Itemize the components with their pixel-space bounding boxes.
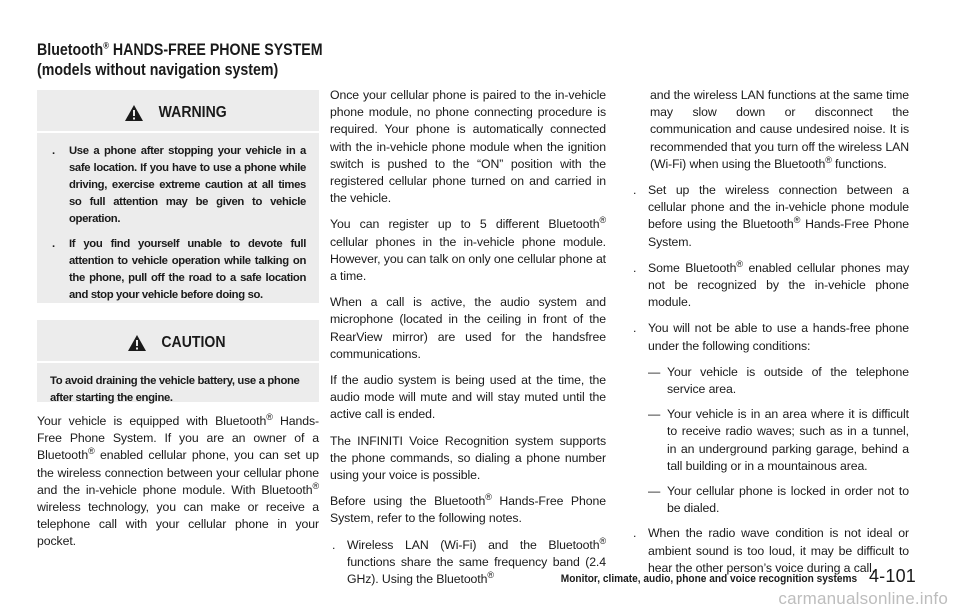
column-3 (631, 87, 909, 586)
watermark: carmanualsonline.info (778, 589, 948, 608)
note-bullet: . You will not be able to use a hands-free phone under the following conditions: (633, 321, 909, 353)
caution-box (37, 320, 319, 402)
paragraph: The INFINITI Voice Recognition system supports the phone commands, so dialing a phone number using your voice is possible. (330, 433, 606, 483)
paragraph: Once your cellular phone is paired to the in-vehicle phone module, no phone connecting procedure is required. Your phone is automatically connected with the in-vehicle phone module when the ignition switch is pushed to the “ON” position with the registered cellular phone turned on and carried in the vehicle. (330, 88, 606, 206)
caution-label: CAUTION (160, 334, 226, 351)
note-bullet: . When the radio wave condition is not ideal or ambient sound is too loud, it may be difficult to hear the other person’s voice during a call. (633, 526, 909, 575)
paragraph: Before using the Bluetooth® Hands-Free Phone System, refer to the following notes. (330, 492, 606, 526)
note-bullet: . Some Bluetooth® enabled cellular phones may not be recognized by the in-vehicle phone module. (633, 258, 909, 310)
note-bullet: . Set up the wireless connection between a cellular phone and the in-vehicle phone module before using the Bluetooth® Hands-Free Phone System. (633, 183, 909, 249)
section-subtitle: (models without navigation system) (37, 61, 279, 79)
warning-item: . Use a phone after stopping your vehicle in a safe location. If you have to use a phone while driving, exercise extreme caution at all times so full attention may be given to vehicle operation. (52, 145, 306, 225)
page-footer (535, 566, 916, 587)
warning-item: . If you find yourself unable to devote full attention to vehicle operation while talking on the phone, pull off the road to a safe location and stop your vehicle before doing so. (52, 238, 306, 301)
condition-item: — Your vehicle is outside of the telephone service area. (648, 364, 909, 397)
caution-triangle-icon (127, 334, 147, 352)
page-number: 4-101 (868, 566, 916, 586)
paragraph: When a call is active, the audio system and microphone (located in the ceiling in front of the RearView mirror) are used for the handsfree communications. (330, 295, 606, 361)
warning-label: WARNING (158, 104, 228, 121)
intro-paragraph: Your vehicle is equipped with Bluetooth® Hands-Free Phone System. If you are an owner of a Bluetooth® enabled cellular phone, you can set up the wireless connection between your cellular phone and the in-vehicle phone module. With Bluetooth® wireless technology, you can make or receive a telephone call with your cellular phone in your pocket. (37, 411, 320, 549)
condition-item: — Your cellular phone is locked in order not to be dialed. (648, 484, 909, 516)
section-title: Bluetooth® HANDS-FREE PHONE SYSTEM (models without navigation system) (37, 40, 323, 79)
paragraph: You can register up to 5 different Bluetooth® cellular phones in the in-vehicle phone module. However, you can talk on only one cellular phone at a time. (330, 215, 606, 284)
warning-box (37, 90, 319, 303)
note-bullet-continued: and the wireless LAN functions at the same time may slow down or disconnect the communication and cause undesired noise. It is recommended that you turn off the wireless LAN (Wi-Fi) when using the Bluetooth® functions. (650, 88, 909, 171)
paragraph: If the audio system is being used at the time, the audio mode will mute and will stay muted until the active call is ended. (330, 373, 606, 422)
note-bullet: . Wireless LAN (Wi-Fi) and the Bluetooth® functions share the same frequency band (2.4 GHz). Using the Bluetooth® (332, 535, 606, 587)
warning-triangle-icon (124, 104, 144, 122)
condition-item: — Your vehicle is in an area where it is difficult to receive radio waves; such as in a tunnel, in an underground parking garage, behind a tall building or in a mountainous area. (648, 407, 909, 473)
column-2 (330, 87, 606, 597)
caution-text: To avoid draining the vehicle battery, use a phone after starting the engine. (50, 375, 300, 404)
footer-section-title: Monitor, climate, audio, phone and voice recognition systems (560, 573, 857, 585)
